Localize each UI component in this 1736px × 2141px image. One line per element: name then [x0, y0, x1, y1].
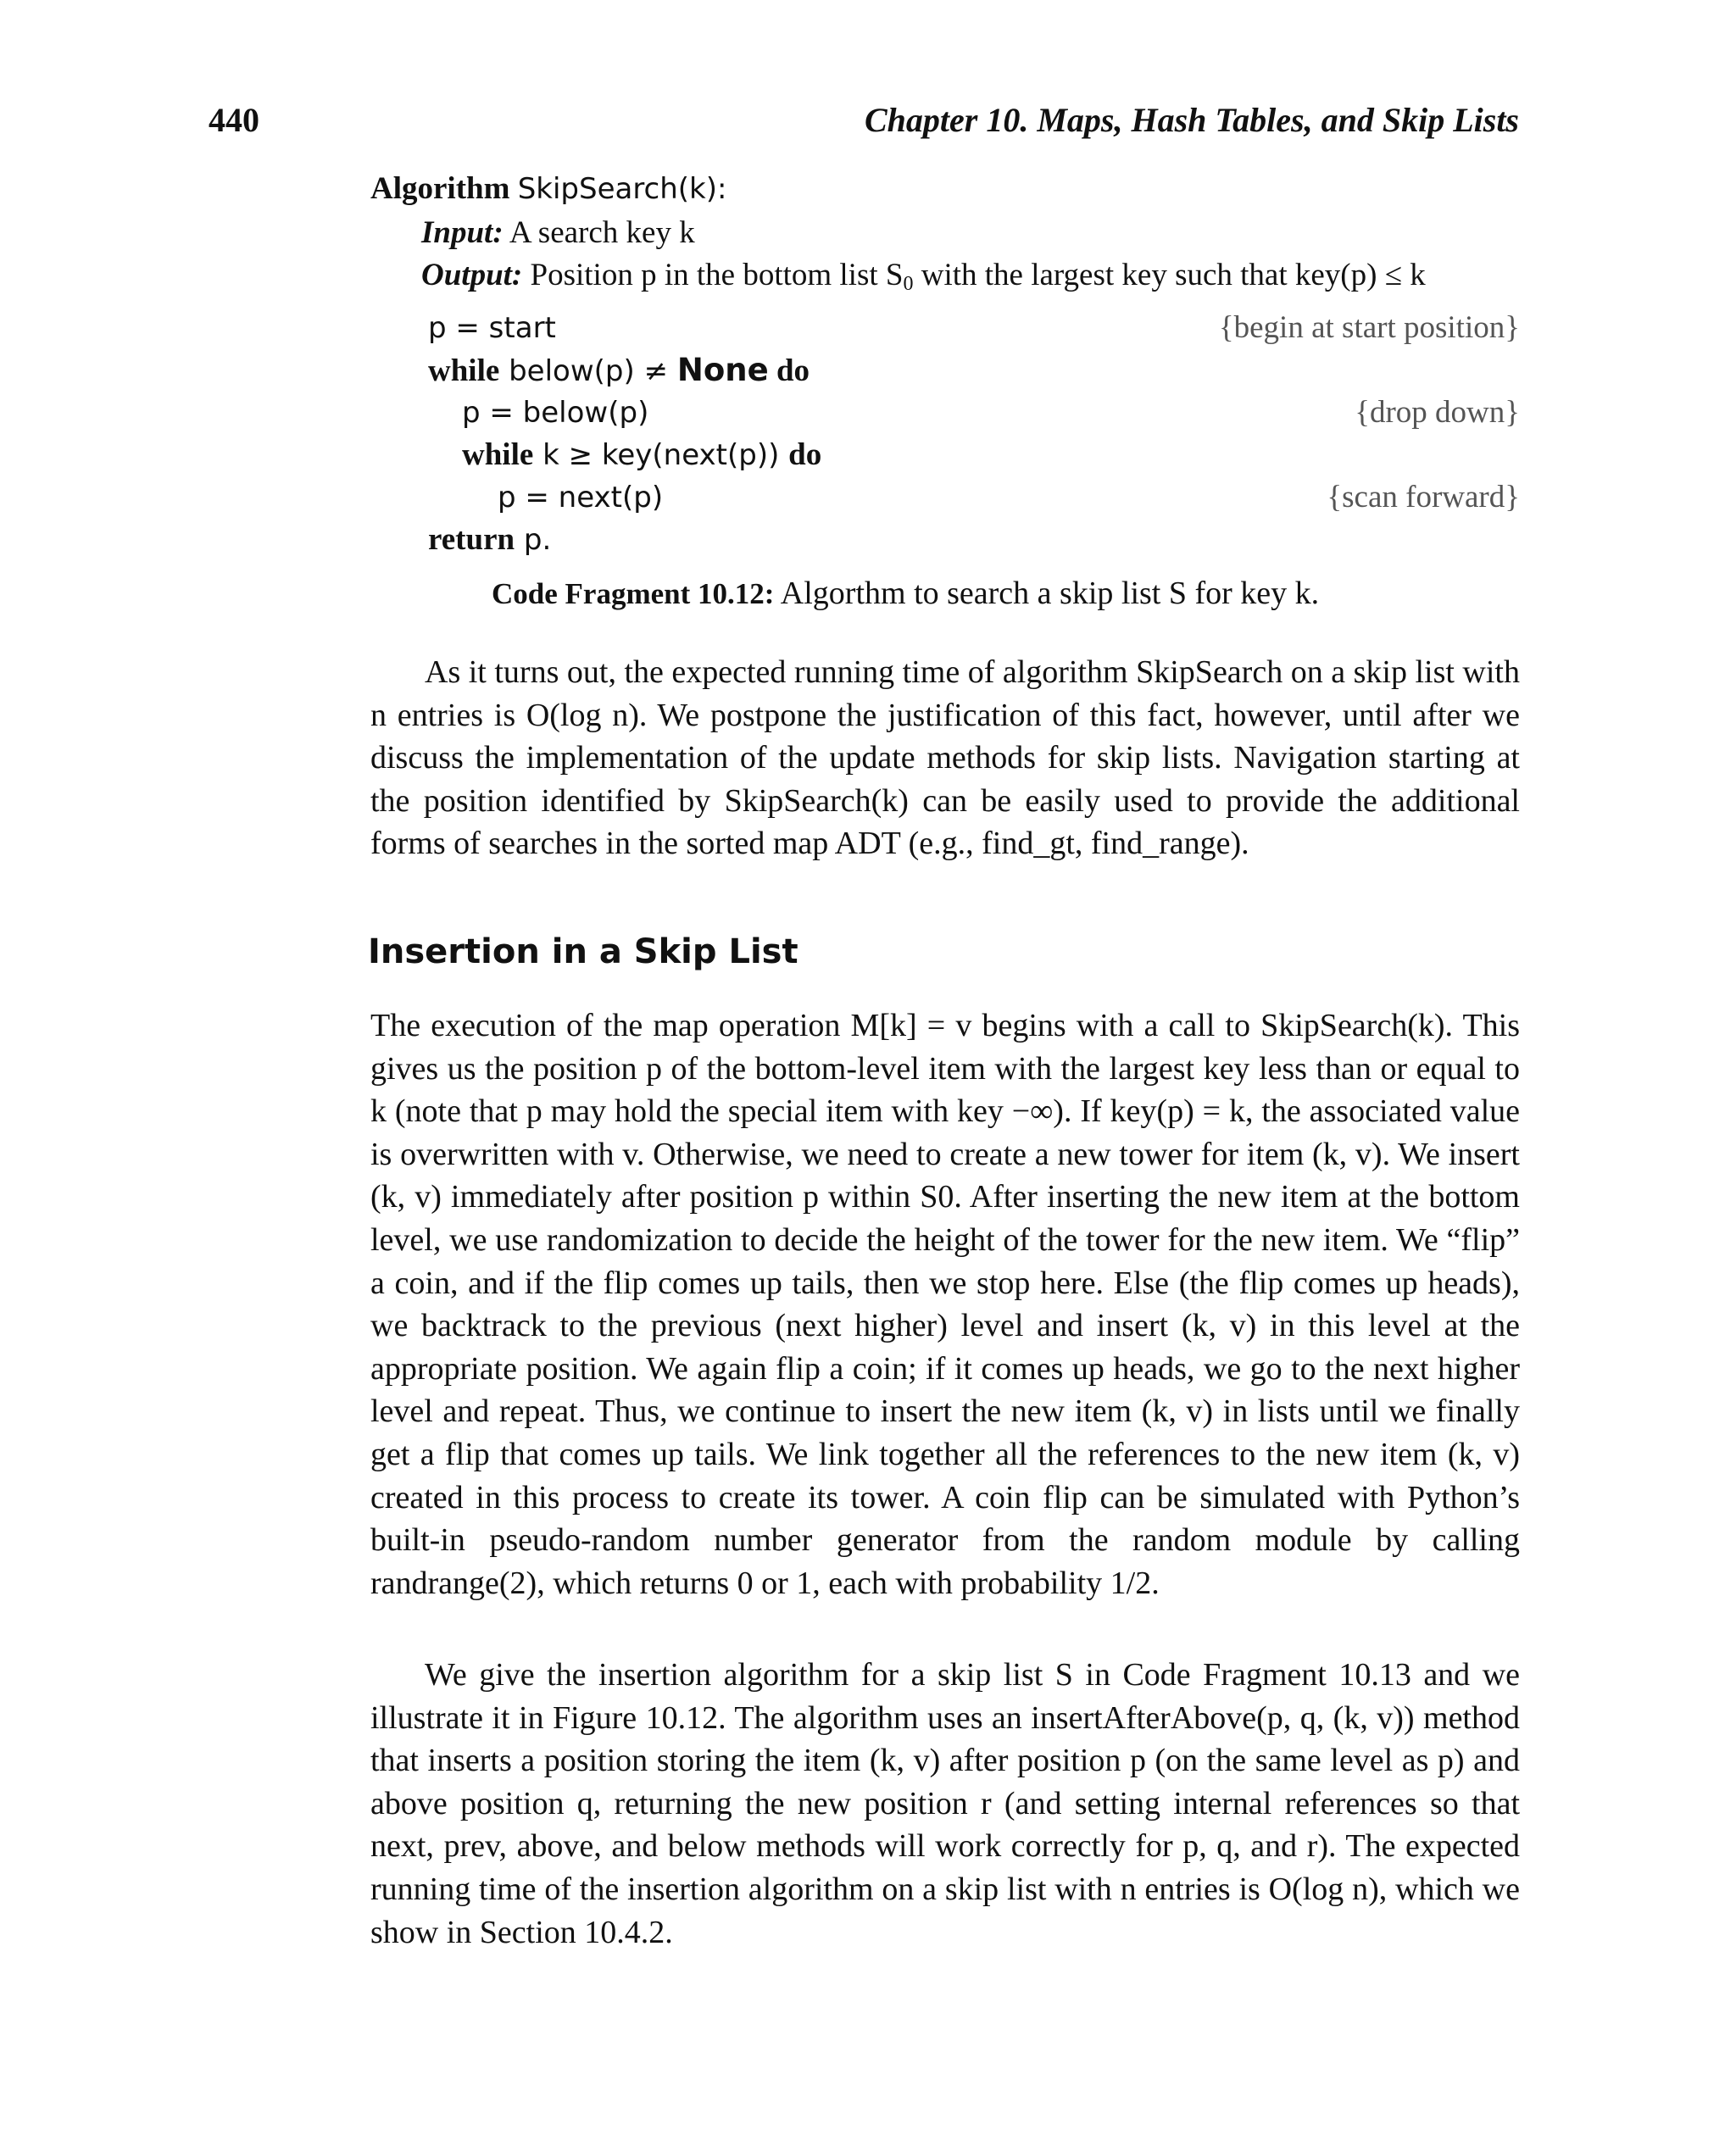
caption-label: Code Fragment 10.12:	[492, 577, 775, 610]
code-comment: {drop down}	[1355, 395, 1520, 430]
code-line-1	[428, 307, 1520, 349]
code-line-2	[428, 349, 1520, 392]
code-text: p = start	[428, 311, 556, 345]
code-text: p = next(p)	[498, 481, 664, 514]
code-text: below(p) ≠	[499, 354, 677, 388]
algorithm-output	[421, 254, 1520, 297]
algorithm-name: SkipSearch(k):	[517, 172, 727, 206]
running-head: Chapter 10. Maps, Hash Tables, and Skip Lists	[864, 101, 1519, 139]
while-keyword: while	[462, 437, 534, 472]
paragraph-insertion-algorithm	[370, 1654, 1520, 1954]
output-text-b: with the largest key such that key(p) ≤ k	[913, 258, 1426, 292]
code-text: k ≥ key(next(p))	[533, 438, 789, 472]
code-line-5	[498, 476, 1520, 519]
while-keyword: while	[428, 353, 500, 388]
page-header	[209, 100, 1519, 144]
input-keyword: Input:	[421, 215, 504, 250]
code-comment: {scan forward}	[1327, 480, 1520, 514]
code-text: p = below(p)	[462, 396, 649, 430]
output-subscript: 0	[903, 273, 914, 295]
code-fragment-caption	[492, 575, 1319, 612]
return-keyword: return	[428, 522, 515, 557]
code-line-6	[428, 519, 1520, 561]
do-keyword: do	[788, 437, 822, 472]
paragraph-running-time	[370, 651, 1520, 865]
none-keyword: None	[676, 352, 769, 388]
paragraph-text: As it turns out, the expected running time of algorithm SkipSearch on a skip list with n entries is O(log n). We postpone the justification of this fact, however, until after we discuss the implementation of the update methods for skip lists. Navigation starting at the position identified by SkipSearch(k) can be easily used to provide the additional forms of searches in the sorted map ADT (e.g., find_gt, find_range).	[370, 654, 1520, 862]
code-comment: {begin at start position}	[1218, 310, 1520, 345]
caption-text: Algorthm to search a skip list S for key k.	[774, 576, 1320, 611]
paragraph-text: We give the insertion algorithm for a skip list S in Code Fragment 10.13 and we illustrate it in Figure 10.12. The algorithm uses an insertAfterAbove(p, q, (k, v)) method that inserts a position storing the item (k, v) after position p (on the same level as p) and above position q, returning the new position r (and setting internal references so that next, prev, above, and below methods will work correctly for p, q, and r). The expected running time of the insertion algorithm on a skip list with n entries is O(log n), which we show in Section 10.4.2.	[370, 1657, 1520, 1950]
algorithm-keyword: Algorithm	[370, 171, 510, 206]
algorithm-signature	[370, 168, 1520, 210]
page-number: 440	[209, 101, 259, 139]
code-line-4	[462, 434, 1520, 476]
input-text: A search key k	[509, 215, 695, 250]
paragraph-text: The execution of the map operation M[k] = v begins with a call to SkipSearch(k). This gives us the position p of the bottom-level item with the largest key less than or equal to k (note that p may hold the special item with key −∞). If key(p) = k, the associated value is overwritten with v. Otherwise, we need to create a new tower for item (k, v). We insert (k, v) immediately after position p within S0. After inserting the new item at the bottom level, we use randomization to decide the height of the tower for the new item. We “flip” a coin, and if the flip comes up tails, then we stop here. Else (the flip comes up heads), we backtrack to the previous (next higher) level and insert (k, v) in this level at the appropriate position. We again flip a coin; if it comes up heads, we go to the next higher level and repeat. Thus, we continue to insert the new item (k, v) in lists until we finally get a flip that comes up tails. We link together all the references to the new item (k, v) created in this process to create its tower. A coin flip can be simulated with Python’s built-in pseudo-random number generator from the random module by calling randrange(2), which returns 0 or 1, each with probability 1/2.	[370, 1008, 1520, 1601]
code-line-3	[462, 392, 1520, 434]
output-text-a: Position p in the bottom list S	[530, 258, 904, 292]
paragraph-insertion	[370, 1004, 1520, 1604]
code-text: p.	[515, 523, 552, 557]
do-keyword: do	[768, 353, 810, 388]
output-keyword: Output:	[421, 258, 523, 292]
algorithm-input	[421, 212, 1520, 254]
section-heading: Insertion in a Skip List	[368, 932, 798, 971]
